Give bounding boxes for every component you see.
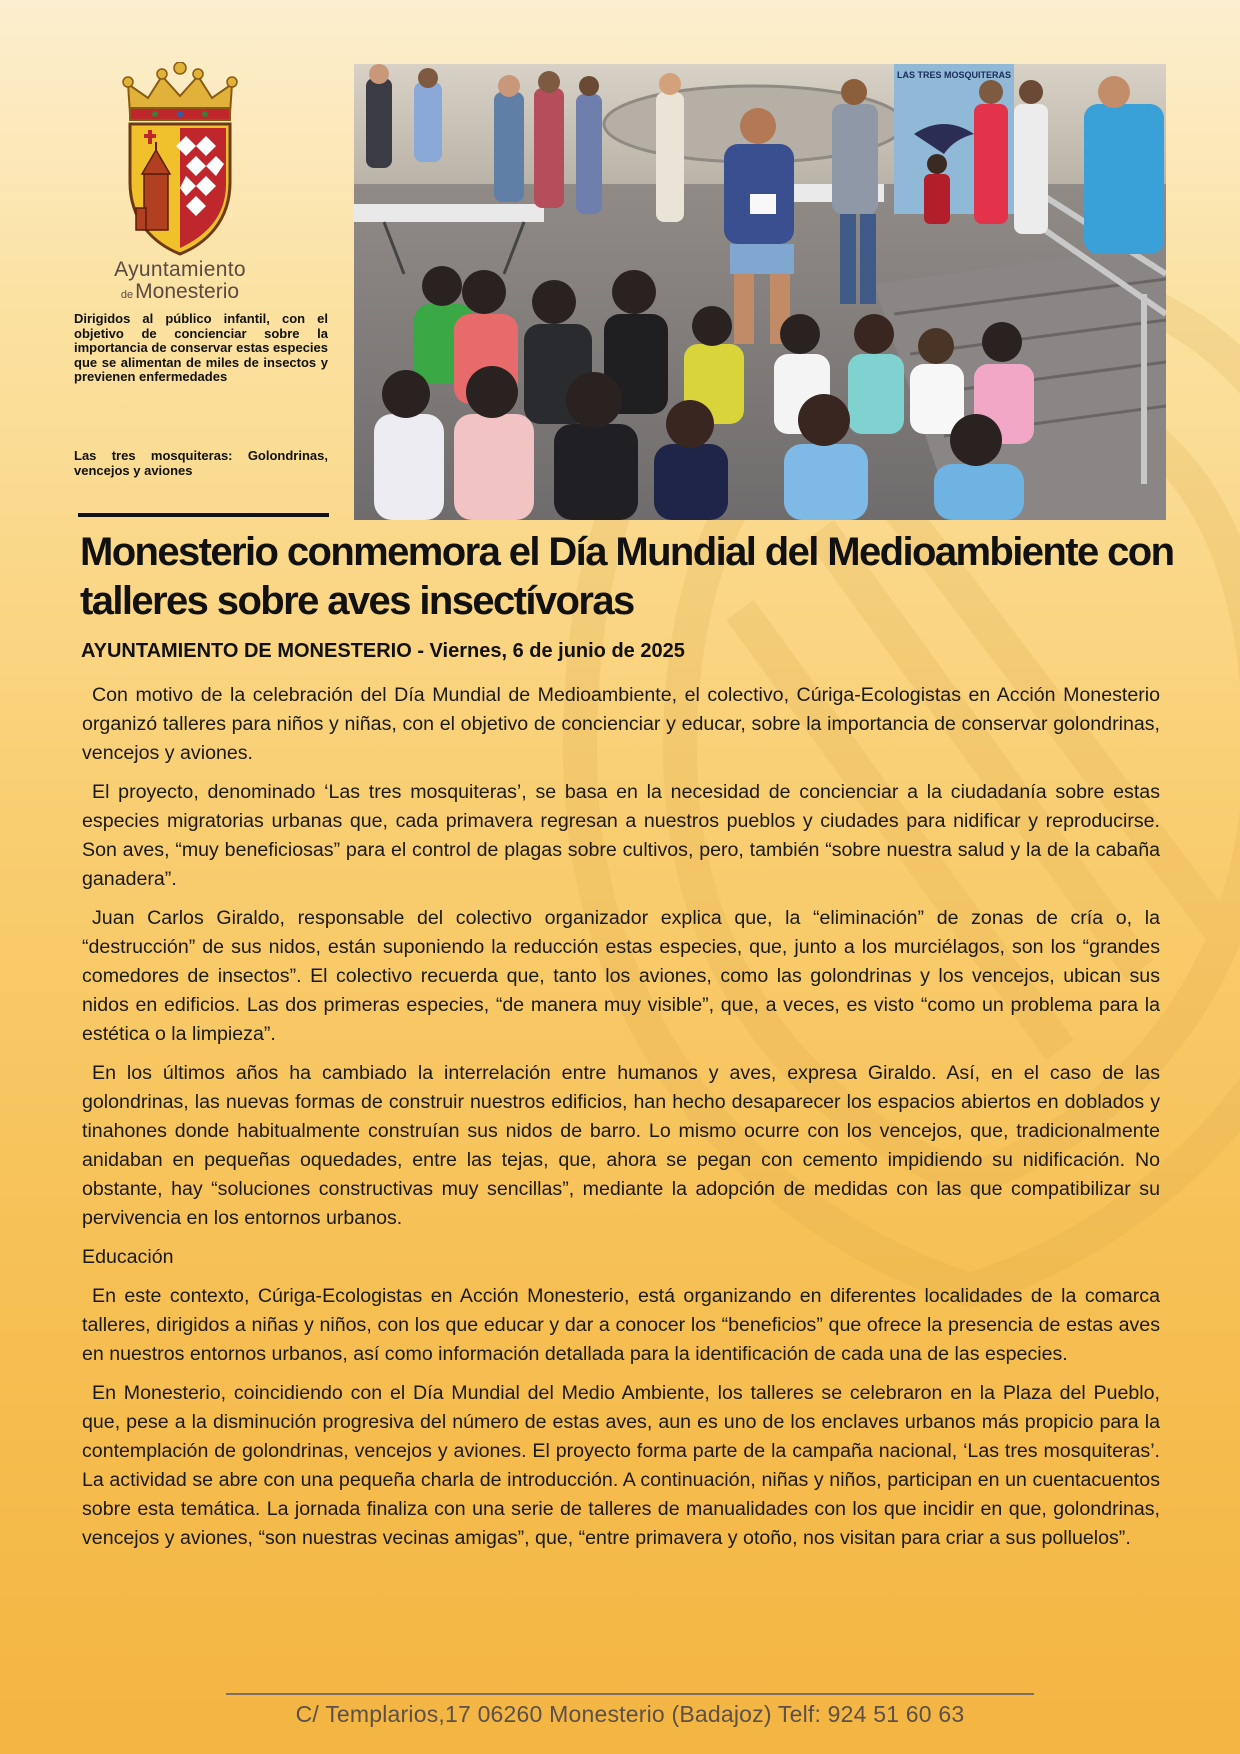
section-subheading: Educación [82, 1246, 174, 1268]
coat-of-arms-icon [100, 62, 260, 258]
event-photo [354, 64, 1166, 520]
paragraph: Juan Carlos Giraldo, responsable del colectivo organizador explica que, la “eliminación” de zonas de cría o, la “destrucción” de sus nidos, están suponiendo la reducción estas especies, que, junto a los murciélagos, son los “grandes comedores de insectos”. El colectivo recuerda que, tanto los aviones, como las golondrinas y los vencejos, ubican sus nidos en edificios. Las dos primeras especies, “de manera muy visible”, que, a veces, es visto “como un problema para la estética o la limpieza”. [82, 907, 1160, 1045]
footer-divider [226, 1693, 1034, 1695]
town-hall-logo [100, 62, 260, 302]
intro-summary: Dirigidos al público infantil, con el objetivo de concienciar sobre la importancia de conservar estas especies que se alimentan de miles de insectos y previenen enfermedades [74, 311, 328, 385]
logo-town-name: Monesterio [135, 280, 240, 303]
paragraph: Con motivo de la celebración del Día Mundial de Medioambiente, el colectivo, Cúriga-Ecologistas en Acción Monesterio organizó talleres para niños y niñas, con el objetivo de concienciar y educar, sobre la importancia de conservar golondrinas, vencejos y aviones. [82, 684, 1160, 764]
logo-line-ayuntamiento: Ayuntamiento [114, 258, 246, 281]
article-body [82, 681, 1160, 1563]
workshop-photo-illustration [354, 64, 1166, 520]
logo-prefix: de [120, 289, 134, 301]
paragraph: En Monesterio, coincidiendo con el Día Mundial del Medio Ambiente, los talleres se celebraron en la Plaza del Pueblo, que, pese a la disminución progresiva del número de estas aves, aun es uno de los enclaves urbanos más propicio para la contemplación de golondrinas, vencejos y aviones. El proyecto forma parte de la campaña nacional, ‘Las tres mosquiteras’. La actividad se abre con una pequeña charla de introducción. A continuación, niñas y niños, participan en un cuentacuentos sobre esta temática. La jornada finaliza con una serie de talleres de manualidades con los que incidir en que, golondrinas, vencejos y aviones, “son nuestras vecinas amigas”, que, “entre primavera y otoño, nos visitan para criar a sus polluelos”. [82, 1382, 1160, 1549]
crown-icon [123, 62, 237, 120]
article-headline: Monesterio conmemora el Día Mundial del Medioambiente con talleres sobre aves insectívoras [80, 530, 1174, 623]
article-byline: AYUNTAMIENTO DE MONESTERIO - Viernes, 6 de junio de 2025 [81, 640, 685, 662]
paragraph: En este contexto, Cúriga-Ecologistas en Acción Monesterio, está organizando en diferentes localidades de la comarca talleres, dirigidos a niñas y niños, con los que educar y dar a conocer los “beneficios” que ofrece la presencia de estas aves en nuestros entornos urbanos, así como información detallada para la identificación de cada una de las especies. [82, 1285, 1160, 1365]
photo-banner-text: LAS TRES MOSQUITERAS [896, 70, 1012, 80]
divider-rule [78, 513, 329, 517]
paragraph: El proyecto, denominado ‘Las tres mosquiteras’, se basa en la necesidad de concienciar a la ciudadanía sobre estas especies migratorias urbanas que, cada primavera regresan a nuestros pueblos y ciudades para nidificar y reproducirse. Son aves, “muy beneficiosas” para el control de plagas sobre cultivos, pero, también “sobre nuestra salud y la de la cabaña ganadera”. [82, 781, 1160, 890]
logo-line-monesterio [100, 280, 260, 304]
photo-caption: Las tres mosquiteras: Golondrinas, vencejos y aviones [74, 448, 328, 478]
footer-address: C/ Templarios,17 06260 Monesterio (Badajoz) Telf: 924 51 60 63 [295, 1701, 965, 1727]
paragraph: En los últimos años ha cambiado la interrelación entre humanos y aves, expresa Giraldo. Así, en el caso de las golondrinas, las nuevas formas de construir nuestros edificios, han hecho desaparecer los espacios abiertos en doblados y tinahones donde habitualmente construían sus nidos de barro. Lo mismo ocurre con los vencejos, que, tradicionalmente anidaban en pequeñas oquedades, entre las tejas, que, ahora se pegan con cemento impidiendo su nidificación. No obstante, hay “soluciones constructivas muy sencillas”, mediante la adopción de medidas con las que compatibilizar su pervivencia en los entornos urbanos. [82, 1062, 1160, 1229]
